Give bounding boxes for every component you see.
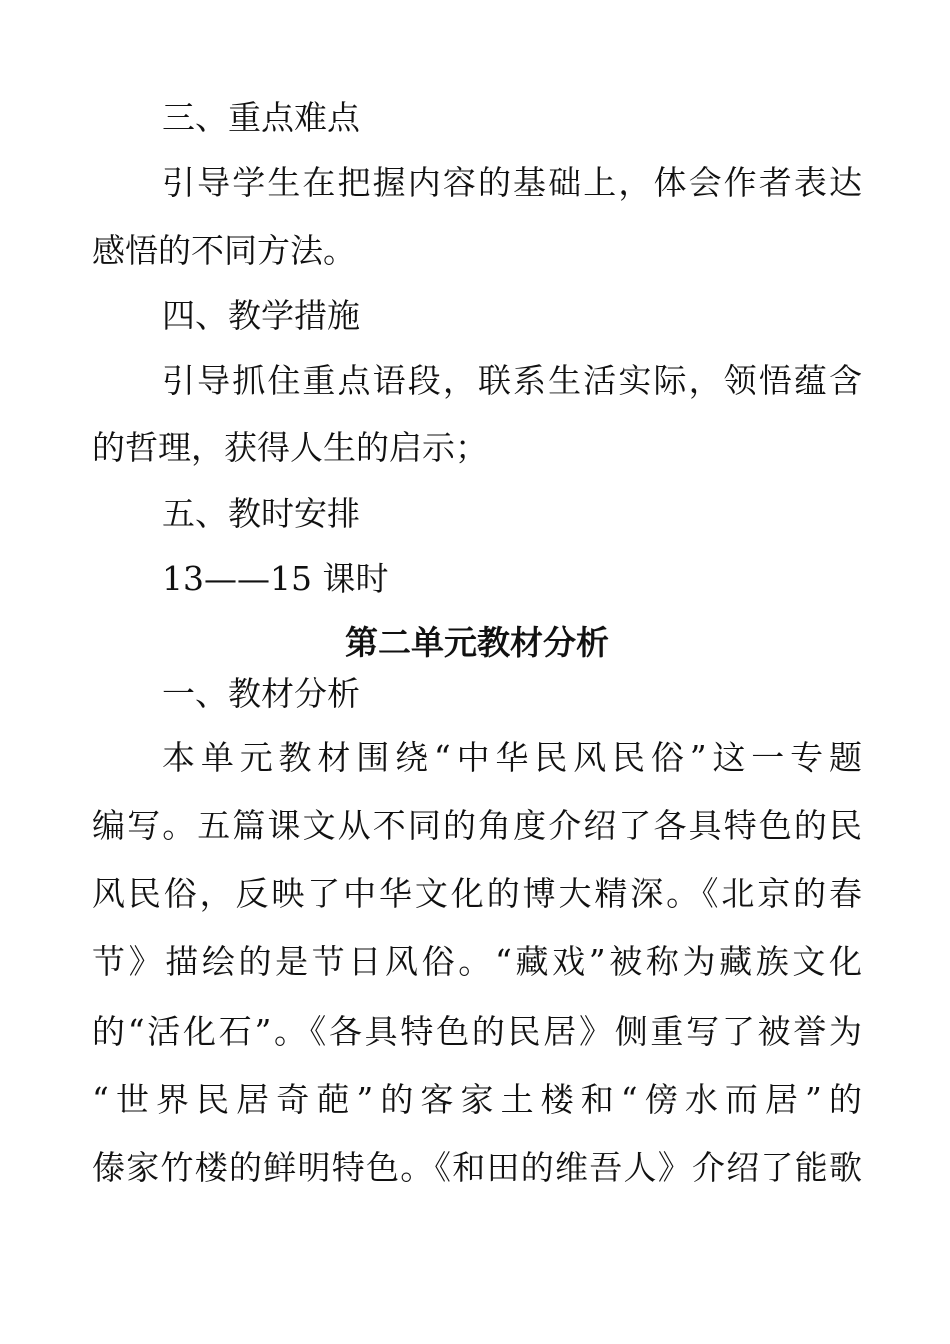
- section-heading-key-points: 三、重点难点: [162, 98, 360, 137]
- paragraph-line: 节》描绘的是节日风俗。“藏戏”被称为藏族文化: [92, 942, 862, 981]
- paragraph-line: 引导抓住重点语段，联系生活实际，领悟蕴含: [162, 361, 862, 400]
- paragraph-line: 风民俗，反映了中华文化的博大精深。《北京的春: [92, 874, 862, 913]
- section-heading-teaching-measures: 四、教学措施: [162, 296, 360, 335]
- unit-title: 第二单元教材分析: [345, 623, 609, 662]
- paragraph-line: 的哲理，获得人生的启示；: [92, 428, 488, 467]
- paragraph-line: 编写。五篇课文从不同的角度介绍了各具特色的民: [92, 806, 862, 845]
- paragraph-line: “世界民居奇葩”的客家土楼和“傍水而居”的: [92, 1080, 862, 1119]
- section-heading-material-analysis: 一、教材分析: [162, 674, 360, 713]
- paragraph-line: 的“活化石”。《各具特色的民居》侧重写了被誉为: [92, 1012, 862, 1051]
- paragraph-line: 傣家竹楼的鲜明特色。《和田的维吾人》介绍了能歌: [92, 1148, 862, 1187]
- paragraph-line: 本单元教材围绕“中华民风民俗”这一专题: [162, 738, 862, 777]
- paragraph-line: 感悟的不同方法。: [92, 231, 356, 270]
- paragraph-line: 引导学生在把握内容的基础上，体会作者表达: [162, 163, 862, 202]
- class-hours-value: 13——15 课时: [162, 559, 389, 598]
- section-heading-class-hours: 五、教时安排: [162, 494, 360, 533]
